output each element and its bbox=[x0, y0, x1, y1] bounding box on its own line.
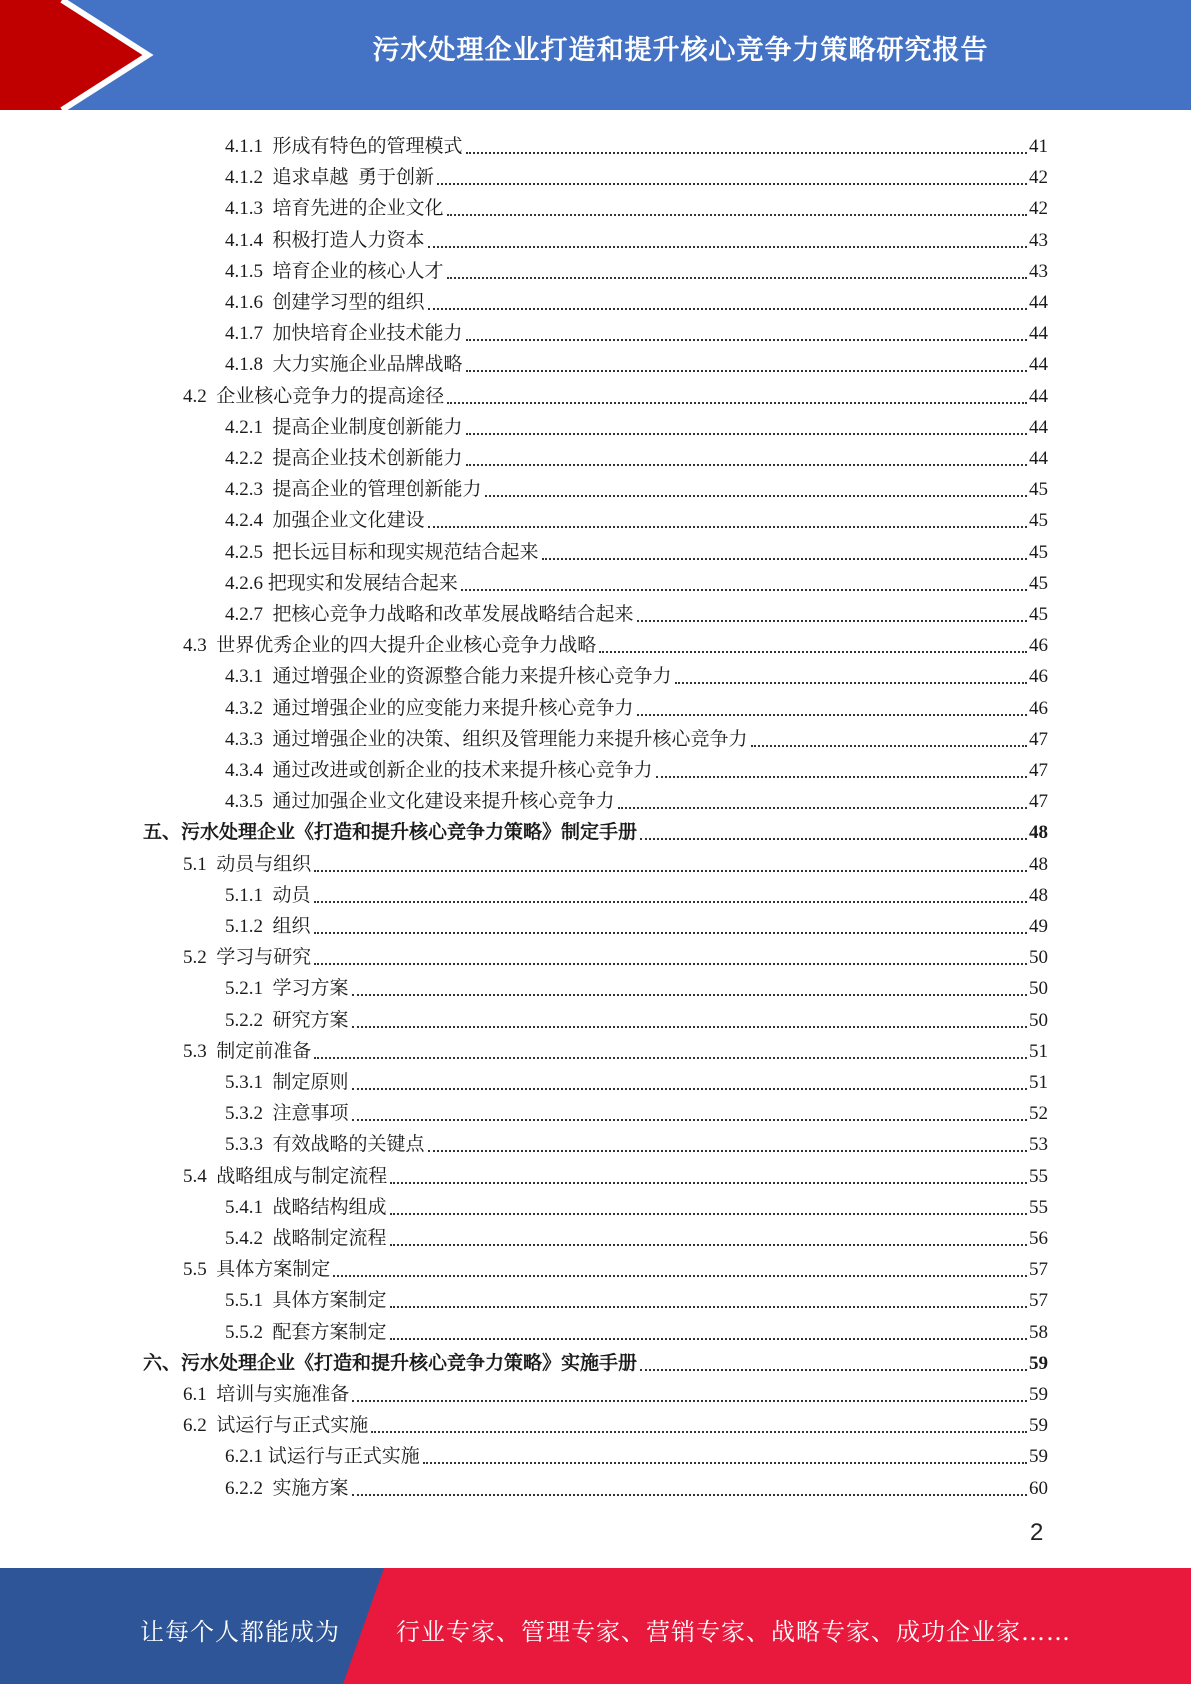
toc-dot-leader bbox=[428, 526, 1027, 528]
toc-entry[interactable] bbox=[225, 970, 1048, 1001]
toc-dot-leader bbox=[352, 1026, 1027, 1028]
toc-entry[interactable] bbox=[183, 1376, 1048, 1407]
toc-entry[interactable] bbox=[225, 1126, 1048, 1157]
toc-entry[interactable] bbox=[225, 253, 1048, 284]
toc-dot-leader bbox=[618, 807, 1027, 809]
toc-entry-page: 45 bbox=[1029, 604, 1048, 625]
toc-entry-page: 56 bbox=[1029, 1228, 1048, 1249]
toc-entry[interactable] bbox=[143, 814, 1048, 845]
toc-entry-label: 4.1.3 培育先进的企业文化 bbox=[225, 198, 444, 220]
toc-entry-label: 5.4 战略组成与制定流程 bbox=[183, 1165, 388, 1187]
toc-entry-label: 5.5.2 配套方案制定 bbox=[225, 1321, 387, 1343]
toc-entry-label: 4.3.5 通过加强企业文化建设来提升核心竞争力 bbox=[225, 791, 615, 813]
toc-dot-leader bbox=[640, 838, 1027, 840]
toc-entry-label: 4.1.8 大力实施企业品牌战略 bbox=[225, 354, 463, 376]
toc-entry-label: 6.2.1 试运行与正式实施 bbox=[225, 1446, 420, 1468]
toc-entry[interactable] bbox=[225, 1438, 1048, 1469]
toc-entry[interactable] bbox=[225, 128, 1048, 159]
toc-entry-label: 4.3.3 通过增强企业的决策、组织及管理能力来提升核心竞争力 bbox=[225, 728, 748, 750]
toc-entry[interactable] bbox=[225, 440, 1048, 471]
toc-entry[interactable] bbox=[183, 1033, 1048, 1064]
toc-dot-leader bbox=[599, 651, 1027, 653]
toc-entry-page: 45 bbox=[1029, 479, 1048, 501]
toc-entry-label: 4.3.2 通过增强企业的应变能力来提升核心竞争力 bbox=[225, 697, 634, 719]
toc-dot-leader bbox=[437, 183, 1027, 185]
toc-dot-leader bbox=[314, 901, 1027, 903]
toc-entry[interactable] bbox=[225, 1314, 1048, 1345]
toc-entry[interactable] bbox=[225, 752, 1048, 783]
toc-entry-page: 47 bbox=[1029, 791, 1048, 813]
toc-dot-leader bbox=[466, 152, 1027, 154]
toc-entry-page: 45 bbox=[1029, 510, 1048, 532]
toc-entry-page: 47 bbox=[1029, 728, 1048, 750]
toc-entry-label: 4.1.4 积极打造人力资本 bbox=[225, 229, 425, 251]
toc-entry-page: 58 bbox=[1029, 1321, 1048, 1343]
toc-dot-leader bbox=[352, 1119, 1027, 1121]
footer-slogan-right: 行业专家、管理专家、营销专家、战略专家、成功企业家…… bbox=[396, 1618, 1071, 1646]
toc-dot-leader bbox=[352, 1400, 1027, 1402]
toc-entry-page: 49 bbox=[1029, 916, 1048, 937]
toc-entry-label: 4.2.3 提高企业的管理创新能力 bbox=[225, 479, 482, 501]
toc-dot-leader bbox=[314, 932, 1027, 934]
toc-entry-page: 44 bbox=[1029, 292, 1048, 313]
toc-entry[interactable] bbox=[225, 1220, 1048, 1251]
toc-entry[interactable] bbox=[183, 846, 1048, 877]
page-header bbox=[0, 0, 1191, 110]
toc-entry[interactable] bbox=[225, 190, 1048, 221]
toc-entry-label: 4.2.2 提高企业技术创新能力 bbox=[225, 448, 463, 469]
toc-entry-page: 59 bbox=[1029, 1415, 1048, 1437]
toc-dot-leader bbox=[485, 495, 1027, 497]
toc-entry[interactable] bbox=[225, 1095, 1048, 1126]
toc-entry-label: 5.5.1 具体方案制定 bbox=[225, 1290, 387, 1312]
toc-dot-leader bbox=[447, 277, 1027, 279]
toc-entry-label: 5.2.1 学习方案 bbox=[225, 978, 349, 1000]
toc-entry[interactable] bbox=[225, 1064, 1048, 1095]
toc-entry[interactable] bbox=[143, 1345, 1048, 1376]
toc-entry-label: 4.1.5 培育企业的核心人才 bbox=[225, 260, 444, 282]
toc-entry[interactable] bbox=[225, 222, 1048, 253]
toc-entry-label: 4.1.2 追求卓越 勇于创新 bbox=[225, 167, 435, 189]
toc-entry[interactable] bbox=[225, 1470, 1048, 1501]
toc-entry[interactable] bbox=[225, 534, 1048, 565]
toc-entry[interactable] bbox=[183, 1158, 1048, 1189]
toc-dot-leader bbox=[333, 1275, 1027, 1277]
page-number: 2 bbox=[1030, 1519, 1044, 1546]
toc-dot-leader bbox=[428, 308, 1027, 310]
toc-entry-label: 4.2.7 把核心竞争力战略和改革发展战略结合起来 bbox=[225, 604, 634, 625]
toc-entry[interactable] bbox=[225, 1282, 1048, 1313]
toc-entry-page: 51 bbox=[1029, 1072, 1048, 1093]
toc-dot-leader bbox=[390, 1338, 1027, 1340]
toc-entry-label: 4.3 世界优秀企业的四大提升企业核心竞争力战略 bbox=[183, 635, 597, 657]
toc-entry-page: 43 bbox=[1029, 260, 1048, 282]
toc-entry[interactable] bbox=[225, 471, 1048, 502]
toc-dot-leader bbox=[751, 745, 1027, 747]
toc-entry-page: 45 bbox=[1029, 572, 1048, 594]
toc-entry-label: 4.2.5 把长远目标和现实规范结合起来 bbox=[225, 541, 539, 563]
toc-entry[interactable] bbox=[225, 1189, 1048, 1220]
toc-entry[interactable] bbox=[225, 690, 1048, 721]
toc-entry[interactable] bbox=[225, 159, 1048, 190]
toc-entry-page: 57 bbox=[1029, 1290, 1048, 1312]
toc-dot-leader bbox=[466, 464, 1027, 466]
toc-entry[interactable] bbox=[225, 596, 1048, 627]
toc-dot-leader bbox=[461, 589, 1027, 591]
toc-entry[interactable] bbox=[183, 627, 1048, 658]
toc-entry-page: 42 bbox=[1029, 167, 1048, 189]
toc-entry-label: 6.2 试运行与正式实施 bbox=[183, 1415, 369, 1437]
footer-slogan-left: 让每个人都能成为 bbox=[140, 1618, 340, 1646]
toc-entry-label: 五、污水处理企业《打造和提升核心竞争力策略》制定手册 bbox=[143, 822, 638, 844]
toc-entry[interactable] bbox=[183, 939, 1048, 970]
toc-entry[interactable] bbox=[225, 721, 1048, 752]
toc-entry-label: 4.1.6 创建学习型的组织 bbox=[225, 292, 425, 313]
toc-dot-leader bbox=[423, 1462, 1027, 1464]
toc-entry-label: 4.2.6 把现实和发展结合起来 bbox=[225, 572, 458, 594]
toc-dot-leader bbox=[314, 963, 1027, 965]
toc-dot-leader bbox=[675, 682, 1027, 684]
toc-dot-leader bbox=[428, 1150, 1027, 1152]
toc-entry[interactable] bbox=[183, 1407, 1048, 1438]
toc-entry[interactable] bbox=[225, 565, 1048, 596]
toc-dot-leader bbox=[390, 1306, 1027, 1308]
toc-entry-page: 44 bbox=[1029, 448, 1048, 469]
toc-entry[interactable] bbox=[225, 1002, 1048, 1033]
toc-entry-page: 46 bbox=[1029, 666, 1048, 688]
toc-entry-page: 44 bbox=[1029, 385, 1048, 407]
toc-dot-leader bbox=[637, 620, 1027, 622]
toc-entry-page: 46 bbox=[1029, 697, 1048, 719]
toc-entry-label: 5.2 学习与研究 bbox=[183, 947, 312, 969]
toc-entry-label: 4.1.7 加快培育企业技术能力 bbox=[225, 323, 463, 345]
toc-entry-page: 43 bbox=[1029, 229, 1048, 251]
toc-entry-label: 4.1.1 形成有特色的管理模式 bbox=[225, 136, 463, 157]
toc-entry-label: 5.4.1 战略结构组成 bbox=[225, 1196, 387, 1218]
toc-entry-label: 6.1 培训与实施准备 bbox=[183, 1384, 350, 1405]
toc-entry[interactable] bbox=[225, 783, 1048, 814]
toc-entry-page: 59 bbox=[1029, 1352, 1048, 1374]
toc-entry-page: 50 bbox=[1029, 1009, 1048, 1031]
toc-entry-label: 4.3.4 通过改进或创新企业的技术来提升核心竞争力 bbox=[225, 760, 653, 781]
toc-entry-page: 53 bbox=[1029, 1134, 1048, 1156]
toc-entry-page: 55 bbox=[1029, 1165, 1048, 1187]
toc-entry-page: 52 bbox=[1029, 1103, 1048, 1125]
toc-entry-label: 5.2.2 研究方案 bbox=[225, 1009, 349, 1031]
toc-dot-leader bbox=[352, 994, 1027, 996]
toc-entry-page: 44 bbox=[1029, 416, 1048, 438]
toc-entry[interactable] bbox=[225, 908, 1048, 939]
toc-dot-leader bbox=[447, 402, 1027, 404]
toc-dot-leader bbox=[371, 1431, 1027, 1433]
toc-entry[interactable] bbox=[183, 1251, 1048, 1282]
toc-entry-page: 46 bbox=[1029, 635, 1048, 657]
report-title: 污水处理企业打造和提升核心竞争力策略研究报告 bbox=[372, 35, 989, 66]
toc-entry-page: 51 bbox=[1029, 1040, 1048, 1062]
toc-dot-leader bbox=[428, 246, 1027, 248]
toc-entry-page: 44 bbox=[1029, 323, 1048, 345]
toc-dot-leader bbox=[542, 558, 1027, 560]
toc-entry-page: 50 bbox=[1029, 947, 1048, 969]
toc-entry-page: 59 bbox=[1029, 1384, 1048, 1405]
toc-dot-leader bbox=[656, 776, 1027, 778]
toc-entry-label: 5.1 动员与组织 bbox=[183, 853, 312, 875]
toc-dot-leader bbox=[390, 1244, 1027, 1246]
toc-entry[interactable] bbox=[225, 315, 1048, 346]
toc-entry-page: 42 bbox=[1029, 198, 1048, 220]
toc-entry-page: 50 bbox=[1029, 978, 1048, 1000]
toc-entry-label: 5.1.2 组织 bbox=[225, 916, 311, 937]
toc-dot-leader bbox=[466, 339, 1027, 341]
toc-dot-leader bbox=[466, 370, 1027, 372]
toc-dot-leader bbox=[352, 1494, 1027, 1496]
toc-entry-label: 6.2.2 实施方案 bbox=[225, 1477, 349, 1499]
toc-entry-label: 5.4.2 战略制定流程 bbox=[225, 1228, 387, 1249]
page-footer bbox=[0, 1568, 1191, 1684]
toc-entry[interactable] bbox=[225, 502, 1048, 533]
toc-dot-leader bbox=[637, 714, 1027, 716]
toc-entry-label: 5.3.2 注意事项 bbox=[225, 1103, 349, 1125]
toc-entry-label: 5.3 制定前准备 bbox=[183, 1040, 312, 1062]
toc-entry-page: 45 bbox=[1029, 541, 1048, 563]
toc-entry-page: 57 bbox=[1029, 1259, 1048, 1281]
toc-dot-leader bbox=[466, 433, 1027, 435]
toc-entry[interactable] bbox=[225, 658, 1048, 689]
toc-entry-page: 44 bbox=[1029, 354, 1048, 376]
toc-entry-page: 59 bbox=[1029, 1446, 1048, 1468]
toc-dot-leader bbox=[390, 1182, 1027, 1184]
toc-dot-leader bbox=[352, 1088, 1027, 1090]
toc-entry[interactable] bbox=[225, 409, 1048, 440]
toc-entry-page: 60 bbox=[1029, 1477, 1048, 1499]
toc-entry-label: 5.5 具体方案制定 bbox=[183, 1259, 331, 1281]
toc-dot-leader bbox=[447, 214, 1027, 216]
toc-entry-label: 4.2.4 加强企业文化建设 bbox=[225, 510, 425, 532]
toc-entry-label: 5.3.3 有效战略的关键点 bbox=[225, 1134, 425, 1156]
toc-entry[interactable] bbox=[225, 284, 1048, 315]
toc-dot-leader bbox=[640, 1369, 1027, 1371]
toc-entry-label: 4.2.1 提高企业制度创新能力 bbox=[225, 416, 463, 438]
toc-dot-leader bbox=[314, 1057, 1027, 1059]
toc-entry[interactable] bbox=[183, 378, 1048, 409]
toc-entry-label: 4.3.1 通过增强企业的资源整合能力来提升核心竞争力 bbox=[225, 666, 672, 688]
toc-dot-leader bbox=[390, 1213, 1027, 1215]
toc-entry[interactable] bbox=[225, 877, 1048, 908]
toc-entry-label: 5.1.1 动员 bbox=[225, 884, 311, 906]
toc-entry-page: 41 bbox=[1029, 136, 1048, 157]
toc-entry-page: 48 bbox=[1029, 884, 1048, 906]
toc-entry-page: 48 bbox=[1029, 822, 1048, 844]
toc-entry[interactable] bbox=[225, 346, 1048, 377]
toc-entry-label: 六、污水处理企业《打造和提升核心竞争力策略》实施手册 bbox=[143, 1352, 638, 1374]
toc-entry-page: 47 bbox=[1029, 760, 1048, 781]
toc-entry-label: 4.2 企业核心竞争力的提高途径 bbox=[183, 385, 445, 407]
toc-dot-leader bbox=[314, 870, 1027, 872]
toc-entry-page: 48 bbox=[1029, 853, 1048, 875]
toc-entry-page: 55 bbox=[1029, 1196, 1048, 1218]
toc-entry-label: 5.3.1 制定原则 bbox=[225, 1072, 349, 1093]
